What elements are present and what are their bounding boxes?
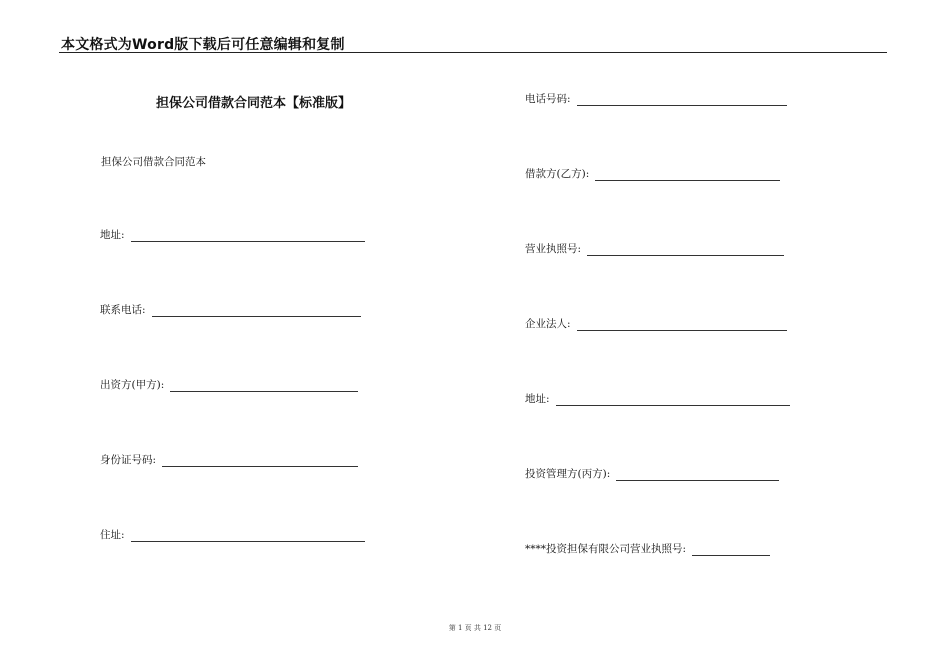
header-title: 本文格式为Word版下载后可任意编辑和复制: [61, 37, 345, 53]
fill-in-line[interactable]: [131, 231, 365, 242]
field-legal-representative: [525, 318, 787, 331]
fill-in-line[interactable]: [587, 245, 784, 256]
field-label: 出资方(甲方):: [100, 379, 165, 391]
field-label: 地址:: [525, 393, 550, 405]
field-label: 地址:: [100, 229, 125, 241]
field-investor-party-a: [100, 379, 358, 392]
header-divider: [59, 52, 887, 53]
fill-in-line[interactable]: [152, 306, 361, 317]
field-business-license: [525, 243, 784, 256]
field-address: [100, 229, 365, 242]
fill-in-line[interactable]: [556, 395, 790, 406]
fill-in-line[interactable]: [577, 95, 787, 106]
field-investment-manager-party-c: [525, 468, 779, 481]
field-label: 投资管理方(丙方):: [525, 468, 611, 480]
fill-in-line[interactable]: [616, 470, 779, 481]
field-borrower-party-b: [525, 168, 780, 181]
fill-in-line[interactable]: [692, 545, 770, 556]
fill-in-line[interactable]: [131, 531, 365, 542]
document-title: 担保公司借款合同范本【标准版】: [156, 96, 352, 111]
field-contact-phone: [100, 304, 361, 317]
fill-in-line[interactable]: [170, 381, 358, 392]
field-guarantee-company-license: [525, 543, 770, 556]
field-residence: [100, 529, 365, 542]
field-label: 住址:: [100, 529, 125, 541]
field-label: 借款方(乙方):: [525, 168, 590, 180]
field-label: ****投资担保有限公司营业执照号:: [525, 543, 687, 555]
field-label: 企业法人:: [525, 318, 571, 330]
fill-in-line[interactable]: [162, 456, 358, 467]
field-label: 联系电话:: [100, 304, 146, 316]
page-number: 第 1 页 共 12 页: [448, 624, 502, 632]
fill-in-line[interactable]: [595, 170, 780, 181]
document-subtitle: 担保公司借款合同范本: [101, 156, 206, 168]
field-label: 身份证号码:: [100, 454, 157, 466]
field-label: 电话号码:: [525, 93, 571, 105]
field-phone-number: [525, 93, 787, 106]
field-id-number: [100, 454, 358, 467]
fill-in-line[interactable]: [577, 320, 787, 331]
field-company-address: [525, 393, 790, 406]
field-label: 营业执照号:: [525, 243, 582, 255]
